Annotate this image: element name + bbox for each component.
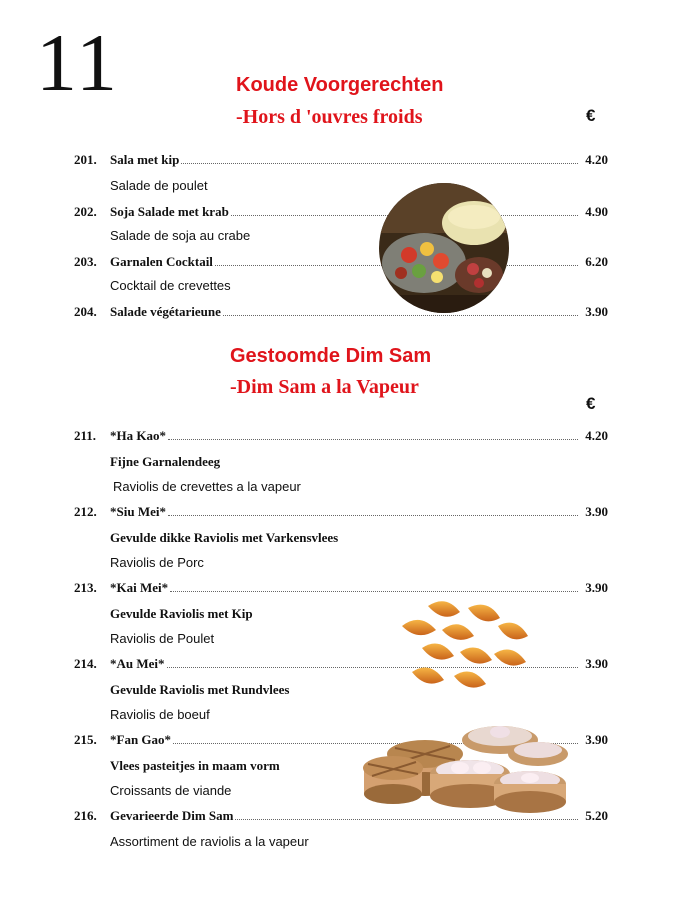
item-name: *Kai Mei* — [110, 580, 169, 595]
item-number: 216. — [74, 808, 97, 823]
menu-item-204 — [74, 304, 608, 322]
item-price: 5.20 — [585, 808, 608, 823]
dot-leader — [181, 163, 578, 164]
item-name: Sala met kip — [110, 152, 180, 167]
item-description-fr: Croissants de viande — [110, 783, 232, 798]
item-number: 213. — [74, 580, 97, 595]
item-price: 3.90 — [585, 580, 608, 595]
item-number: 201. — [74, 152, 97, 167]
dumplings-photo — [398, 596, 542, 700]
currency-symbol: € — [586, 106, 596, 125]
menu-item-212 — [74, 504, 608, 522]
salad-photo — [379, 183, 509, 313]
item-description-fr: Assortiment de raviolis a la vapeur — [110, 834, 309, 849]
item-number: 211. — [74, 428, 97, 443]
item-name: Gevarieerde Dim Sam — [110, 808, 234, 823]
item-description-fr: Raviolis de crevettes a la vapeur — [113, 479, 301, 494]
item-description-fr: Salade de poulet — [110, 178, 208, 193]
menu-item-201 — [74, 152, 608, 170]
item-description-nl: Vlees pasteitjes in maam vorm — [110, 758, 280, 773]
currency-symbol: € — [586, 394, 596, 413]
section-title-cold-starters-nl: Koude Voorgerechten — [236, 74, 444, 96]
menu-item-211 — [74, 428, 608, 446]
item-description-fr: Raviolis de boeuf — [110, 707, 210, 722]
item-number: 212. — [74, 504, 97, 519]
item-number: 204. — [74, 304, 97, 319]
dot-leader — [168, 515, 578, 516]
item-price: 3.90 — [585, 504, 608, 519]
item-price: 3.90 — [585, 304, 608, 319]
section-title-dim-sum-fr: -Dim Sam a la Vapeur — [230, 376, 419, 398]
item-name: *Ha Kao* — [110, 428, 166, 443]
dot-leader — [235, 819, 578, 820]
item-description-fr: Raviolis de Porc — [110, 555, 204, 570]
section-title-cold-starters-fr: -Hors d 'ouvres froids — [236, 106, 423, 128]
item-price: 6.20 — [585, 254, 608, 269]
item-description-fr: Raviolis de Poulet — [110, 631, 215, 646]
item-number: 214. — [74, 656, 97, 671]
item-name: *Au Mei* — [110, 656, 165, 671]
item-name: Salade végétarieune — [110, 304, 221, 319]
item-name: Soja Salade met krab — [110, 204, 229, 219]
section-title-dim-sum-nl: Gestoomde Dim Sam — [230, 345, 432, 367]
item-description-fr: Cocktail de crevettes — [110, 278, 231, 293]
item-price: 4.20 — [585, 428, 608, 443]
steamer-baskets-photo — [360, 718, 576, 814]
item-price: 4.20 — [585, 152, 608, 167]
item-name: *Siu Mei* — [110, 504, 166, 519]
item-name: Garnalen Cocktail — [110, 254, 213, 269]
menu-item-202 — [74, 204, 608, 222]
item-description-nl: Gevulde Raviolis met Rundvlees — [110, 682, 290, 697]
item-number: 202. — [74, 204, 97, 219]
menu-item-203 — [74, 254, 608, 272]
item-price: 3.90 — [585, 656, 608, 671]
item-name: *Fan Gao* — [110, 732, 172, 747]
item-price: 3.90 — [585, 732, 608, 747]
item-description-fr: Salade de soja au crabe — [110, 228, 251, 243]
item-price: 4.90 — [585, 204, 608, 219]
dot-leader — [170, 591, 578, 592]
item-description-nl: Gevulde Raviolis met Kip — [110, 606, 253, 621]
item-description-nl: Gevulde dikke Raviolis met Varkensvlees — [110, 530, 339, 545]
dot-leader — [168, 439, 578, 440]
item-number: 215. — [74, 732, 97, 747]
item-description-nl: Fijne Garnalendeeg — [110, 454, 221, 469]
page-number: 11 — [36, 17, 119, 108]
dot-leader — [223, 315, 578, 316]
item-number: 203. — [74, 254, 97, 269]
